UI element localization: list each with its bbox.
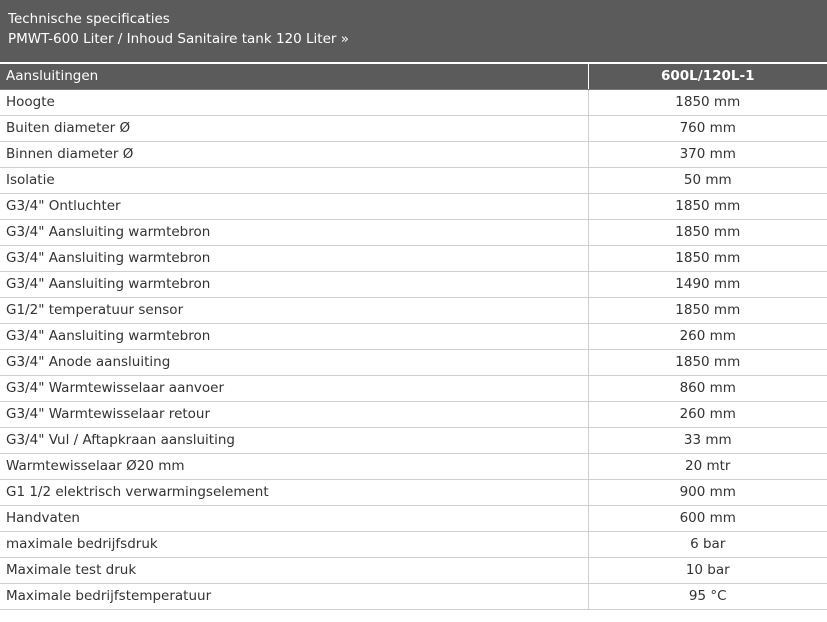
row-value: 1850 mm (588, 297, 827, 323)
table-row (0, 297, 827, 323)
row-label: maximale bedrijfsdruk (0, 531, 588, 557)
table-row (0, 453, 827, 479)
table-row (0, 505, 827, 531)
spec-subtitle: PMWT-600 Liter / Inhoud Sanitaire tank 120 Liter » (8, 31, 349, 47)
row-label: G3/4" Aansluiting warmtebron (0, 245, 588, 271)
table-row (0, 375, 827, 401)
table-row (0, 89, 827, 115)
spec-table-body (0, 89, 827, 609)
row-label: G3/4" Warmtewisselaar retour (0, 401, 588, 427)
row-value: 260 mm (588, 323, 827, 349)
row-value: 10 bar (588, 557, 827, 583)
spec-title: Technische specificaties (8, 11, 170, 27)
row-label: Isolatie (0, 167, 588, 193)
column-header-label: Aansluitingen (0, 63, 588, 89)
table-row (0, 245, 827, 271)
row-value: 1490 mm (588, 271, 827, 297)
table-row (0, 349, 827, 375)
row-label: G3/4" Aansluiting warmtebron (0, 219, 588, 245)
row-value: 20 mtr (588, 453, 827, 479)
row-value: 370 mm (588, 141, 827, 167)
table-row (0, 141, 827, 167)
table-row (0, 557, 827, 583)
row-value: 760 mm (588, 115, 827, 141)
row-value: 95 °C (588, 583, 827, 609)
table-row (0, 115, 827, 141)
row-value: 1850 mm (588, 219, 827, 245)
row-label: Maximale bedrijfstemperatuur (0, 583, 588, 609)
spec-header (0, 0, 827, 62)
row-label: G3/4" Aansluiting warmtebron (0, 271, 588, 297)
row-value: 50 mm (588, 167, 827, 193)
table-row (0, 583, 827, 609)
table-row (0, 167, 827, 193)
row-label: G1 1/2 elektrisch verwarmingselement (0, 479, 588, 505)
row-label: Handvaten (0, 505, 588, 531)
table-header-row (0, 63, 827, 89)
row-value: 860 mm (588, 375, 827, 401)
row-value: 1850 mm (588, 349, 827, 375)
table-row (0, 479, 827, 505)
table-row (0, 271, 827, 297)
row-label: G3/4" Ontluchter (0, 193, 588, 219)
row-value: 600 mm (588, 505, 827, 531)
row-label: G1/2" temperatuur sensor (0, 297, 588, 323)
row-value: 260 mm (588, 401, 827, 427)
row-label: Buiten diameter Ø (0, 115, 588, 141)
column-header-value: 600L/120L-1 (588, 63, 827, 89)
row-value: 1850 mm (588, 193, 827, 219)
row-label: G3/4" Aansluiting warmtebron (0, 323, 588, 349)
table-row (0, 193, 827, 219)
row-value: 1850 mm (588, 245, 827, 271)
row-label: Warmtewisselaar Ø20 mm (0, 453, 588, 479)
table-row (0, 219, 827, 245)
row-value: 1850 mm (588, 89, 827, 115)
row-label: G3/4" Vul / Aftapkraan aansluiting (0, 427, 588, 453)
row-label: Hoogte (0, 89, 588, 115)
row-value: 33 mm (588, 427, 827, 453)
spec-table (0, 62, 827, 610)
row-value: 6 bar (588, 531, 827, 557)
table-row (0, 323, 827, 349)
row-label: Maximale test druk (0, 557, 588, 583)
table-row (0, 427, 827, 453)
row-label: G3/4" Warmtewisselaar aanvoer (0, 375, 588, 401)
table-row (0, 401, 827, 427)
row-label: G3/4" Anode aansluiting (0, 349, 588, 375)
table-row (0, 531, 827, 557)
row-label: Binnen diameter Ø (0, 141, 588, 167)
row-value: 900 mm (588, 479, 827, 505)
